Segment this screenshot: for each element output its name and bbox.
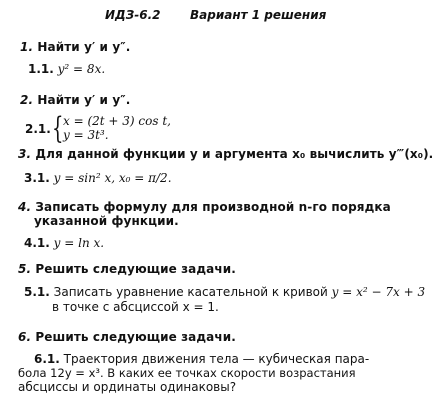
task-3-statement: Для данной функции y и аргумента x₀ вычислить y‴(x₀). xyxy=(35,147,433,161)
task-2-statement: Найти y′ и y″. xyxy=(37,93,131,107)
item-6-1-text-line3: абсциссы и ординаты одинаковы? xyxy=(18,380,237,394)
item-6-1-line1: Траектория движения тела — кубическая пара- xyxy=(63,352,370,366)
item-6-1 xyxy=(34,352,369,366)
item-5-1-condition: в точке с абсциссой x = 1. xyxy=(52,300,219,314)
task-5-statement: Решить следующие задачи. xyxy=(35,262,236,276)
task-5-number: 5. xyxy=(18,262,32,276)
item-6-1-line2 xyxy=(18,366,356,380)
item-4-1-formula: y = ln x. xyxy=(53,236,105,250)
item-2-1-number: 2.1. xyxy=(25,122,51,136)
task-4-number: 4. xyxy=(18,200,32,214)
item-1-1-formula: y² = 8x. xyxy=(57,62,106,76)
task-1-text: 1. xyxy=(20,40,34,54)
item-1-1-number: 1.1. xyxy=(28,62,54,76)
item-5-1-line2 xyxy=(52,300,219,314)
task-3 xyxy=(18,147,433,161)
item-5-1-formula: y = x² − 7x + 3 xyxy=(331,285,426,299)
task-5 xyxy=(18,262,236,276)
task-6-number: 6. xyxy=(18,330,32,344)
document-header xyxy=(0,8,400,26)
task-6 xyxy=(18,330,236,344)
item-1-1 xyxy=(28,62,105,76)
variant-title: Вариант 1 решения xyxy=(190,8,327,22)
system-brace: { xyxy=(52,111,64,146)
item-2-1-equation-x: x = (2t + 3) cos t, xyxy=(63,114,171,128)
item-2-1-equation-y: y = 3t³. xyxy=(63,128,109,142)
task-2 xyxy=(20,93,130,107)
item-3-1 xyxy=(24,171,172,185)
task-4-statement-line2: указанной функции. xyxy=(34,214,179,228)
task-4-continuation xyxy=(34,214,179,228)
item-4-1-number: 4.1. xyxy=(24,236,50,250)
item-5-1-number: 5.1. xyxy=(24,285,50,299)
task-1-statement: Найти y′ и y″. xyxy=(37,40,131,54)
task-2-number: 2. xyxy=(20,93,34,107)
item-5-1-text: Записать уравнение касательной к кривой xyxy=(53,285,328,299)
item-3-1-formula: y = sin² x, x₀ = π/2. xyxy=(53,171,172,185)
task-6-statement: Решить следующие задачи. xyxy=(35,330,236,344)
item-6-1-line3 xyxy=(18,380,236,394)
assignment-code: ИДЗ-6.2 xyxy=(105,8,161,22)
task-4-statement: Записать формулу для производной n-го порядка xyxy=(35,200,391,214)
task-1 xyxy=(20,40,130,54)
item-4-1 xyxy=(24,236,104,250)
item-6-1-number: 6.1. xyxy=(34,352,60,366)
item-5-1 xyxy=(24,285,425,299)
task-3-number: 3. xyxy=(18,147,32,161)
item-3-1-number: 3.1. xyxy=(24,171,50,185)
item-6-1-text-line2: бола 12y = x³. В каких ее точках скорости возрастания xyxy=(18,366,356,380)
task-4 xyxy=(18,200,391,214)
